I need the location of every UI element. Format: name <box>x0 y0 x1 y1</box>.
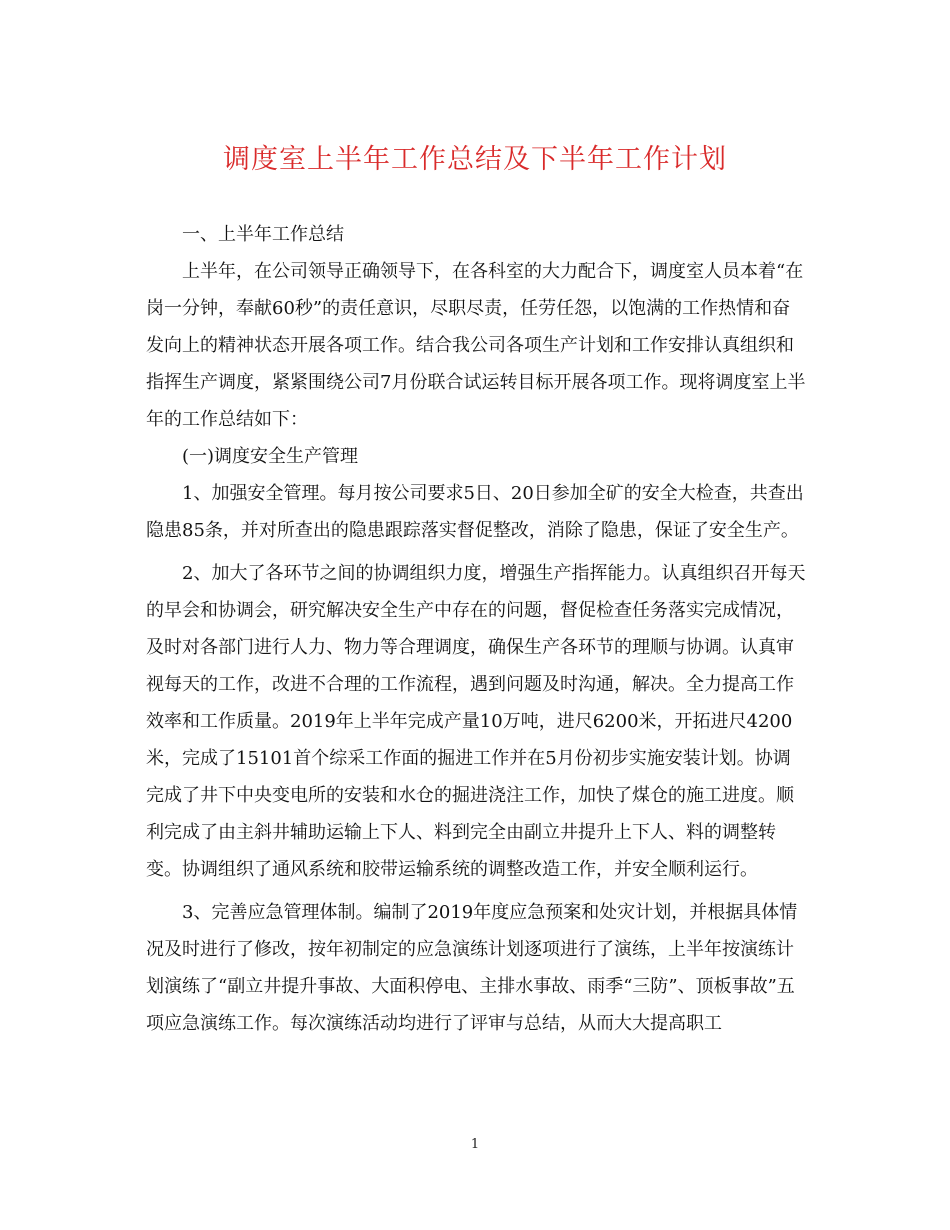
paragraph-item-1: 1、加强安全管理。每月按公司要求5日、20日参加全矿的安全大检查，共查出隐患85条，并对所查出的隐患跟踪落实督促整改，消除了隐患，保证了安全生产。 <box>146 483 804 541</box>
document-title: 调度室上半年工作总结及下半年工作计划 <box>223 144 727 175</box>
paragraph-item-2: 2、加大了各环节之间的协调组织力度，增强生产指挥能力。认真组织召开每天的早会和协调会，研究解决安全生产中存在的问题，督促检查任务落实完成情况，及时对各部门进行人力、物力等合理调度，确保生产各环节的理顺与协调。认真审视每天的工作，改进不合理的工作流程，遇到问题及时沟通，解决。全力提高工作效率和工作质量。2019年上半年完成产量10万吨，进尺6200米，开拓进尺4200米，完成了15101首个综采工作面的掘进工作并在5月份初步实施安装计划。协调完成了井下中央变电所的安装和水仓的掘进浇注工作，加快了煤仓的施工进度。顺利完成了由主斜井辅助运输上下人、料到完全由副立井提升上下人、料的调整转变。协调组织了通风系统和胶带运输系统的调整改造工作，并安全顺利运行。 <box>146 563 806 880</box>
page-number: 1 <box>470 1137 480 1152</box>
section-heading: 一、上半年工作总结 <box>182 224 344 245</box>
document-body <box>146 216 806 1042</box>
paragraph-item-3: 3、完善应急管理体制。编制了2019年度应急预案和处灾计划，并根据具体情况及时进行了修改，按年初制定的应急演练计划逐项进行了演练，上半年按演练计划演练了“副立井提升事故、大面积停电、主排水事故、雨季“三防”、顶板事故”五项应急演练工作。每次演练活动均进行了评审与总结，从而大大提高职工 <box>146 902 798 1034</box>
intro-paragraph: 上半年，在公司领导正确领导下，在各科室的大力配合下，调度室人员本着“在岗一分钟，奉献60秒”的责任意识，尽职尽责，任劳任怨，以饱满的工作热情和奋发向上的精神状态开展各项工作。结合我公司各项生产计划和工作安排认真组织和指挥生产调度，紧紧围绕公司7月份联合试运转目标开展各项工作。现将调度室上半年的工作总结如下： <box>146 261 806 430</box>
sub-heading: (一)调度安全生产管理 <box>182 446 359 467</box>
